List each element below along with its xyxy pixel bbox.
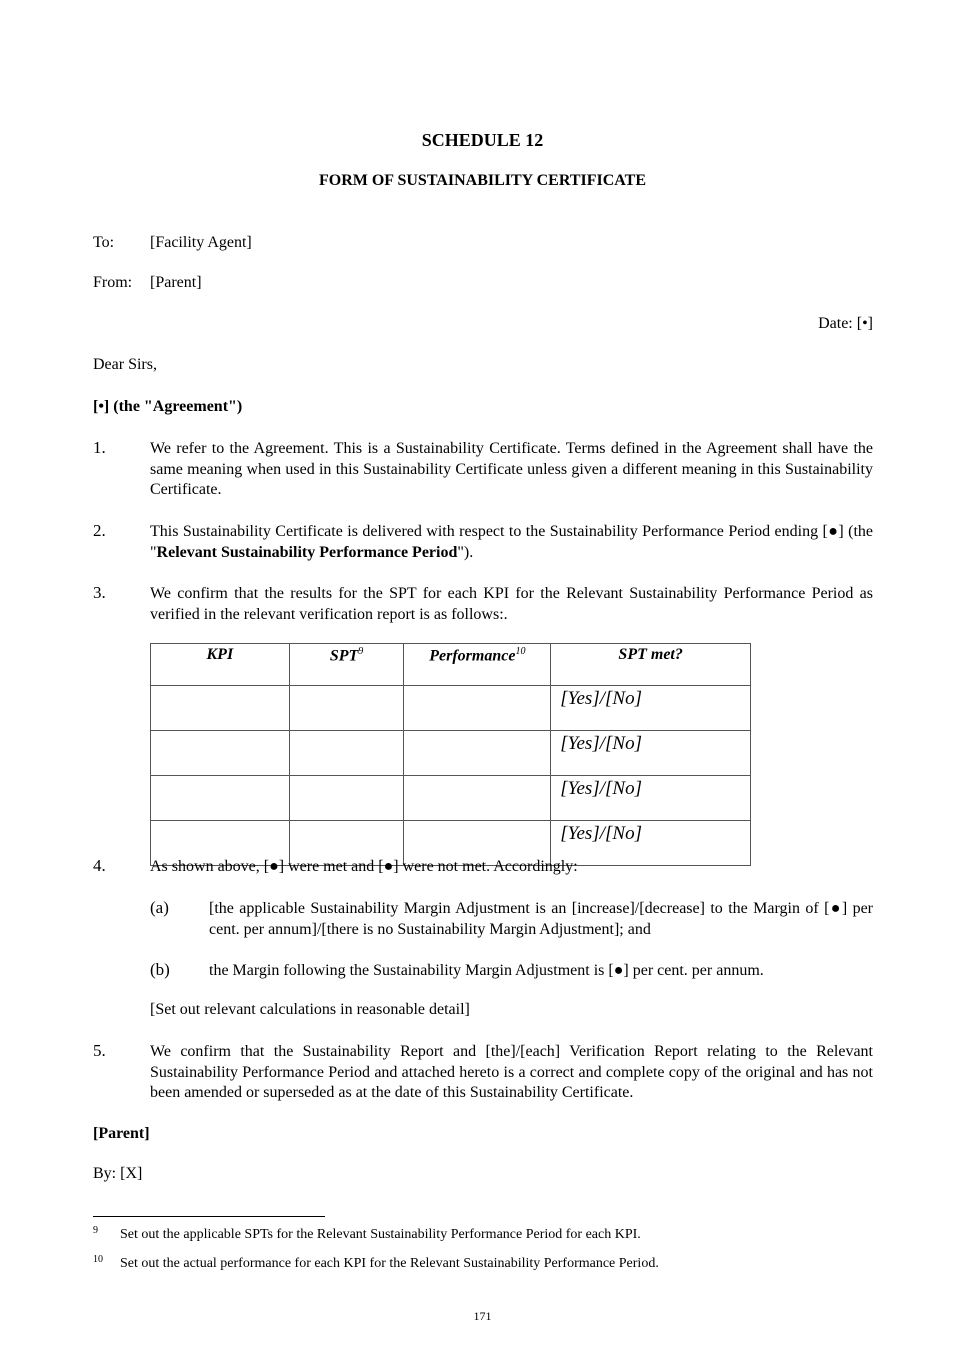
header-spt-met: SPT met?: [551, 644, 751, 686]
to-value: [Facility Agent]: [150, 234, 252, 251]
agreement-reference: [•] (the "Agreement"): [93, 398, 243, 415]
from-label: From:: [93, 274, 133, 291]
table-cell-spt-met: [Yes]/[No]: [551, 686, 751, 731]
form-title: FORM OF SUSTAINABILITY CERTIFICATE: [318, 172, 647, 189]
paragraph-3-number: 3.: [93, 583, 106, 602]
paragraph-2-text-b: ").: [457, 543, 474, 561]
table-cell: [404, 776, 551, 821]
paragraph-5-text: We confirm that the Sustainability Report and [the]/[each] Verification Report relating to the Relevant Sustainability Performance Period and attached hereto is a correct and complete copy of the original and has not been amended or superseded as at the date of this Sustainability Certificate.: [150, 1043, 873, 1101]
page-number: 171: [473, 1309, 492, 1323]
table-cell-spt-met: [Yes]/[No]: [551, 821, 751, 866]
paragraph-4-text: As shown above, [●] were met and [●] were not met. Accordingly:: [150, 858, 578, 875]
table-header-row: [151, 644, 751, 686]
to-label: To:: [93, 234, 115, 251]
footnote-ref-10: 10: [515, 646, 526, 657]
table-cell: [151, 686, 290, 731]
header-performance: Performance$^{10}$: [404, 644, 551, 686]
table-cell: [151, 731, 290, 776]
calculations-note: [Set out relevant calculations in reasonable detail]: [150, 1001, 470, 1018]
table-row: [151, 776, 751, 821]
defined-term: Relevant Sustainability Performance Period: [156, 543, 458, 561]
paragraph-4-number: 4.: [93, 856, 106, 875]
header-kpi: KPI: [151, 644, 290, 686]
footnote-ref-9: 9: [358, 646, 364, 657]
paragraph-3-text: We confirm that the results for the SPT for each KPI for the Relevant Sustainability Performance Period as verified in the relevant verification report is as follows:.: [150, 585, 873, 623]
paragraph-1-number: 1.: [93, 438, 106, 457]
table-cell: [404, 731, 551, 776]
paragraph-1-text: We refer to the Agreement. This is a Sustainability Certificate. Terms defined in the Agreement shall have the same meaning when used in this Sustainability Certificate unless given a different meaning in this Sustainability Certificate.: [150, 440, 873, 498]
footnote-10-text: Set out the actual performance for each KPI for the Relevant Sustainability Performance Period.: [120, 1256, 659, 1271]
footnote-9-number: 9: [93, 1225, 98, 1236]
footnote-10-number: 10: [93, 1254, 103, 1265]
paragraph-4a-number: (a): [150, 898, 169, 917]
kpi-table: [150, 643, 751, 866]
table-cell: [151, 776, 290, 821]
table-cell: [289, 686, 404, 731]
table-row: [151, 731, 751, 776]
footnote-divider: [93, 1216, 325, 1217]
paragraph-4b-text: the Margin following the Sustainability Margin Adjustment is [●] per cent. per annum.: [209, 962, 764, 979]
paragraph-2-number: 2.: [93, 521, 106, 540]
paragraph-5-number: 5.: [93, 1041, 106, 1060]
schedule-heading: SCHEDULE 12: [421, 130, 544, 150]
paragraph-2-text: [150, 522, 873, 563]
salutation: Dear Sirs,: [93, 356, 157, 373]
footnote-9-text: Set out the applicable SPTs for the Relevant Sustainability Performance Period for each KPI.: [120, 1227, 641, 1242]
table-cell-spt-met: [Yes]/[No]: [551, 731, 751, 776]
table-cell: [404, 686, 551, 731]
paragraph-4a-text: [the applicable Sustainability Margin Adjustment is an [increase]/[decrease] to the Margin of [●] per cent. per annum]/[there is no Sustainability Margin Adjustment]; and: [209, 900, 873, 938]
date-line: Date: [•]: [818, 315, 873, 332]
table-cell-spt-met: [Yes]/[No]: [551, 776, 751, 821]
signature-party: [Parent]: [93, 1125, 150, 1142]
table-cell: [289, 731, 404, 776]
table-cell: [289, 776, 404, 821]
from-value: [Parent]: [150, 274, 202, 291]
paragraph-2-text-a: This Sustainability Certificate is delivered with respect to the Sustainability Performance Period ending [●] (the ": [150, 523, 873, 561]
paragraph-4b-number: (b): [150, 960, 170, 979]
header-spt: SPT$^9$: [289, 644, 404, 686]
table-row: [151, 686, 751, 731]
signature-by: By: [X]: [93, 1165, 143, 1182]
